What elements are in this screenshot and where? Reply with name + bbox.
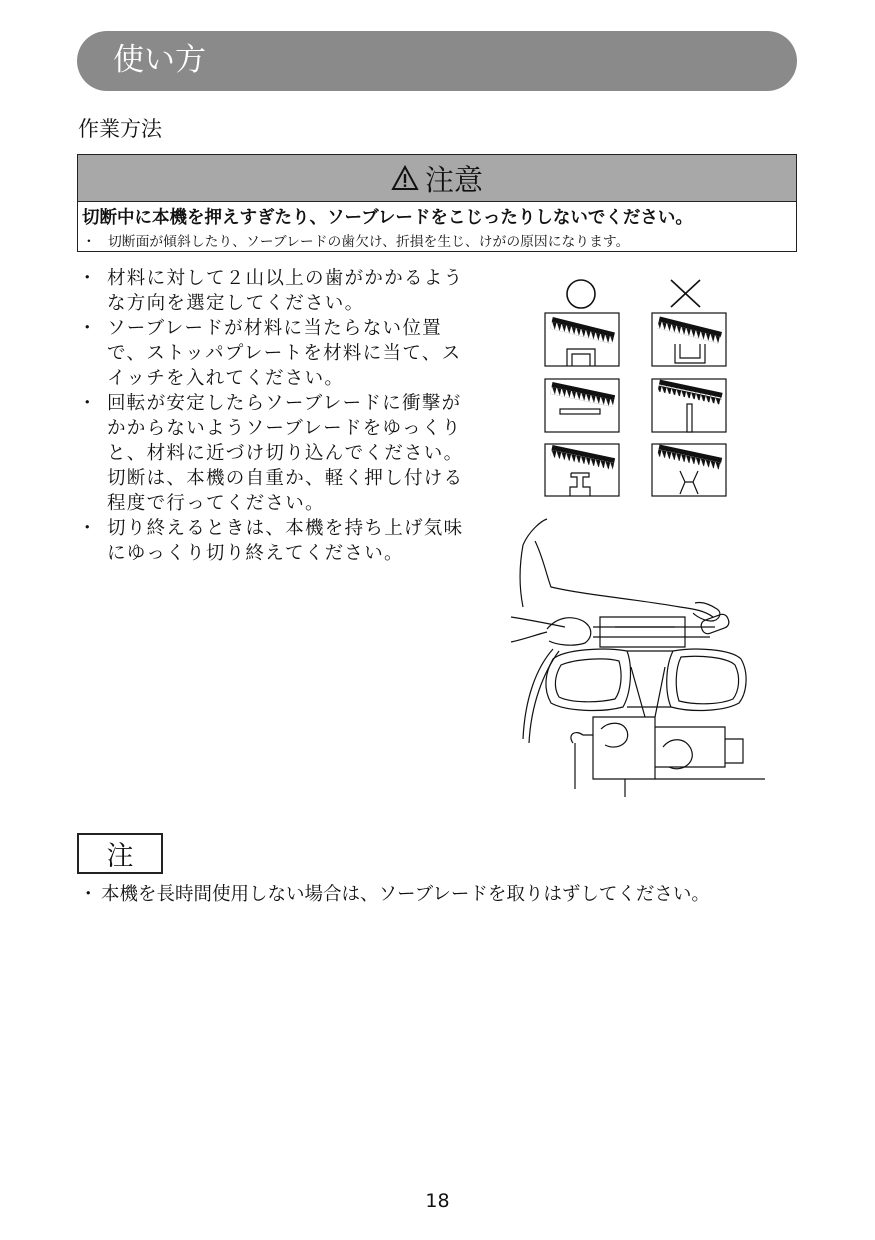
caution-sub-text <box>82 230 629 250</box>
caution-box <box>77 154 797 252</box>
page-title: 使い方 <box>113 42 206 78</box>
note-text <box>79 882 710 908</box>
diagram-bad-channel <box>652 313 726 366</box>
list-item: ・ 切り終えるときは、本機を持ち上げ気味にゆっくり切り終えてください。 <box>78 518 464 564</box>
good-symbol-icon <box>567 280 595 308</box>
band-saw-operation-illustration <box>505 517 767 797</box>
diagram-good-flat <box>545 379 619 432</box>
section-title: 作業方法 <box>78 117 162 141</box>
diagram-bad-rail <box>652 444 726 496</box>
caution-header <box>78 155 796 202</box>
blade-orientation-diagram <box>540 272 740 500</box>
bad-symbol-icon <box>671 280 700 307</box>
instruction-list <box>78 266 473 566</box>
list-item: ・ ソーブレードが材料に当たらない位置で、ストッパプレートを材料に当て、スイッチを入れてください。 <box>78 318 462 389</box>
note-label-box <box>77 833 163 874</box>
caution-main-text: 切断中に本機を押えすぎたり、ソーブレードをこじったりしないでください。 <box>82 208 693 228</box>
page-header <box>77 31 797 91</box>
caution-sub-label: 切断面が傾斜したり、ソーブレードの歯欠け、折損を生じ、けがの原因になります。 <box>108 234 630 250</box>
caution-title: 注意 <box>424 162 483 197</box>
page-number: 18 <box>425 1190 450 1212</box>
note-label: 注 <box>106 841 134 872</box>
list-item: ・ 回転が安定したらソーブレードに衝撃がかからないようソーブレードをゆっくりと、材料に近づけ切り込んでください。切断は、本機の自重か、軽く押し付ける程度で行ってください。 <box>78 393 464 514</box>
list-item: ・ 材料に対して２山以上の歯がかかるような方向を選定してください。 <box>78 268 464 314</box>
diagram-bad-flat <box>652 379 726 432</box>
bullet-dot: ・ <box>82 234 96 250</box>
diagram-good-rail <box>545 444 619 496</box>
warning-icon <box>391 165 419 191</box>
note-body: 本機を長時間使用しない場合は、ソーブレードを取りはずしてください。 <box>101 884 710 905</box>
diagram-good-channel <box>545 313 619 366</box>
bullet-dot: ・ <box>79 884 98 905</box>
